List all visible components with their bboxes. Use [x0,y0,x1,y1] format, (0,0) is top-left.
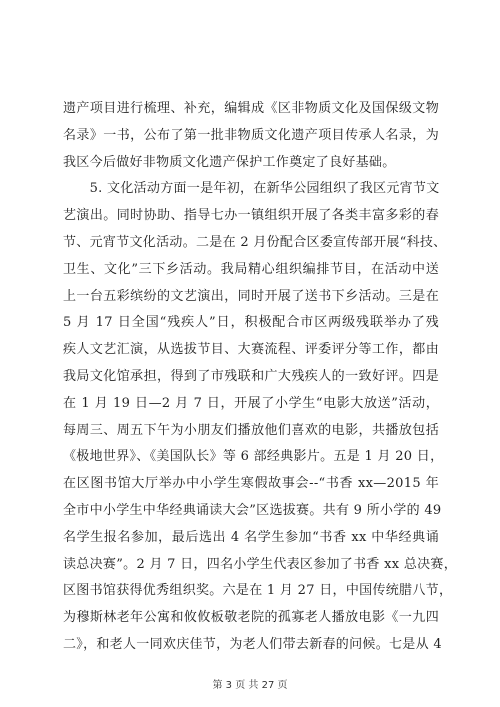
text-line: 我区今后做好非物质文化遗产保护工作奠定了良好基础。 [63,154,396,170]
text-line: 二》，和老人一同欢庆佳节，为老人们带去新春的问候。七是从 4 [63,636,442,652]
text-line: 我局文化馆承担，得到了市残联和广大残疾人的一致好评。四是 [63,368,439,384]
text-line: 全市中小学生中华经典诵读大会”区选拔赛。共有 9 所小学的 49 [63,502,442,518]
body-text [63,96,458,659]
text-line: 区图书馆获得优秀组织奖。六是在 1 月 27 日，中国传统腊八节， [63,583,453,599]
text-line: 艺演出。同时协助、指导七办一镇组织开展了各类丰富多彩的春 [63,208,439,224]
text-line: 在 1 月 19 日—2 月 7 日，开展了小学生“电影大放送”活动， [63,395,439,411]
text-line: 节、元宵节文化活动。二是在 2 月份配合区委宣传部开展“科技、 [63,234,447,250]
text-line: 每周三、周五下午为小朋友们播放他们喜欢的电影，共播放包括 [63,422,439,438]
text-line: 5. 文化活动方面一是年初，在新华公园组织了我区元宵节文 [63,181,440,197]
page-number-footer: 第 3 页 共 27 页 [212,680,288,691]
text-line: 名学生报名参加，最后选出 4 名学生参加“书香 xx 中华经典诵 [63,529,439,545]
text-line: 卫生、文化”三下乡活动。我局精心组织编排节目，在活动中送 [63,261,439,277]
text-line: 5 月 17 日全国“残疾人”日，积极配合市区两级残联举办了残 [63,315,439,331]
text-line: 疾人文艺汇演，从选拔节目、大赛流程、评委评分等工作，都由 [63,342,439,358]
text-line: 为穆斯林老年公寓和攸攸板敬老院的孤寡老人播放电影《一九四 [63,610,439,626]
text-line: 上一台五彩缤纷的文艺演出，同时开展了送书下乡活动。三是在 [63,288,439,304]
text-line: 《极地世界》、《美国队长》等 6 部经典影片。五是 1 月 20 日， [63,449,444,465]
text-line: 读总决赛”。2 月 7 日，四名小学生代表区参加了书香 xx 总决赛， [63,556,458,572]
text-line: 遗产项目进行梳理、补充，编辑成《区非物质文化及国保级文物 [63,101,439,116]
text-line: 在区图书馆大厅举办中小学生寒假故事会--“书香 xx—2015 年 [63,476,439,492]
text-line: 名录》一书，公布了第一批非物质文化遗产项目传承人名录，为 [63,127,439,143]
